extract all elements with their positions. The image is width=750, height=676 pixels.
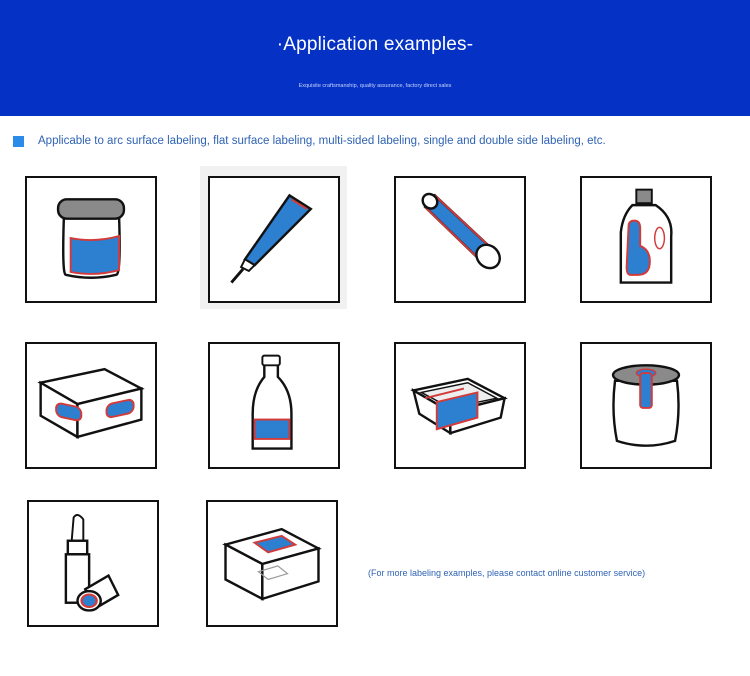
example-jar (25, 176, 157, 303)
cylinder-icon (396, 178, 524, 301)
detergent-bottle-icon (582, 178, 710, 301)
page-title: ·Application examples- (276, 34, 474, 55)
tray-icon (396, 344, 524, 467)
bullet-square-icon (13, 136, 24, 147)
example-box (25, 342, 157, 469)
tube-icon (210, 178, 338, 301)
contact-note: (For more labeling examples, please contact online customer service) (368, 568, 646, 578)
example-tray (394, 342, 526, 469)
example-sealed-jar (580, 342, 712, 469)
header-banner (0, 0, 750, 116)
example-tube (208, 176, 340, 303)
intro-text: Applicable to arc surface labeling, flat surface labeling, multi-sided labeling, single and double side labeling, etc. (38, 135, 606, 147)
box-icon (27, 344, 155, 467)
jar-icon (27, 178, 155, 301)
sealed-jar-icon (582, 344, 710, 467)
example-tissue-box (206, 500, 338, 627)
lipstick-icon (29, 502, 157, 625)
tissue-box-icon (208, 502, 336, 625)
page-subtitle: Exquisite craftsmanship, quality assurance, factory direct sales (298, 83, 452, 89)
example-detergent-bottle (580, 176, 712, 303)
bottle-icon (210, 344, 338, 467)
intro-note (13, 133, 606, 149)
example-bottle (208, 342, 340, 469)
example-lipstick (27, 500, 159, 627)
example-cylinder (394, 176, 526, 303)
